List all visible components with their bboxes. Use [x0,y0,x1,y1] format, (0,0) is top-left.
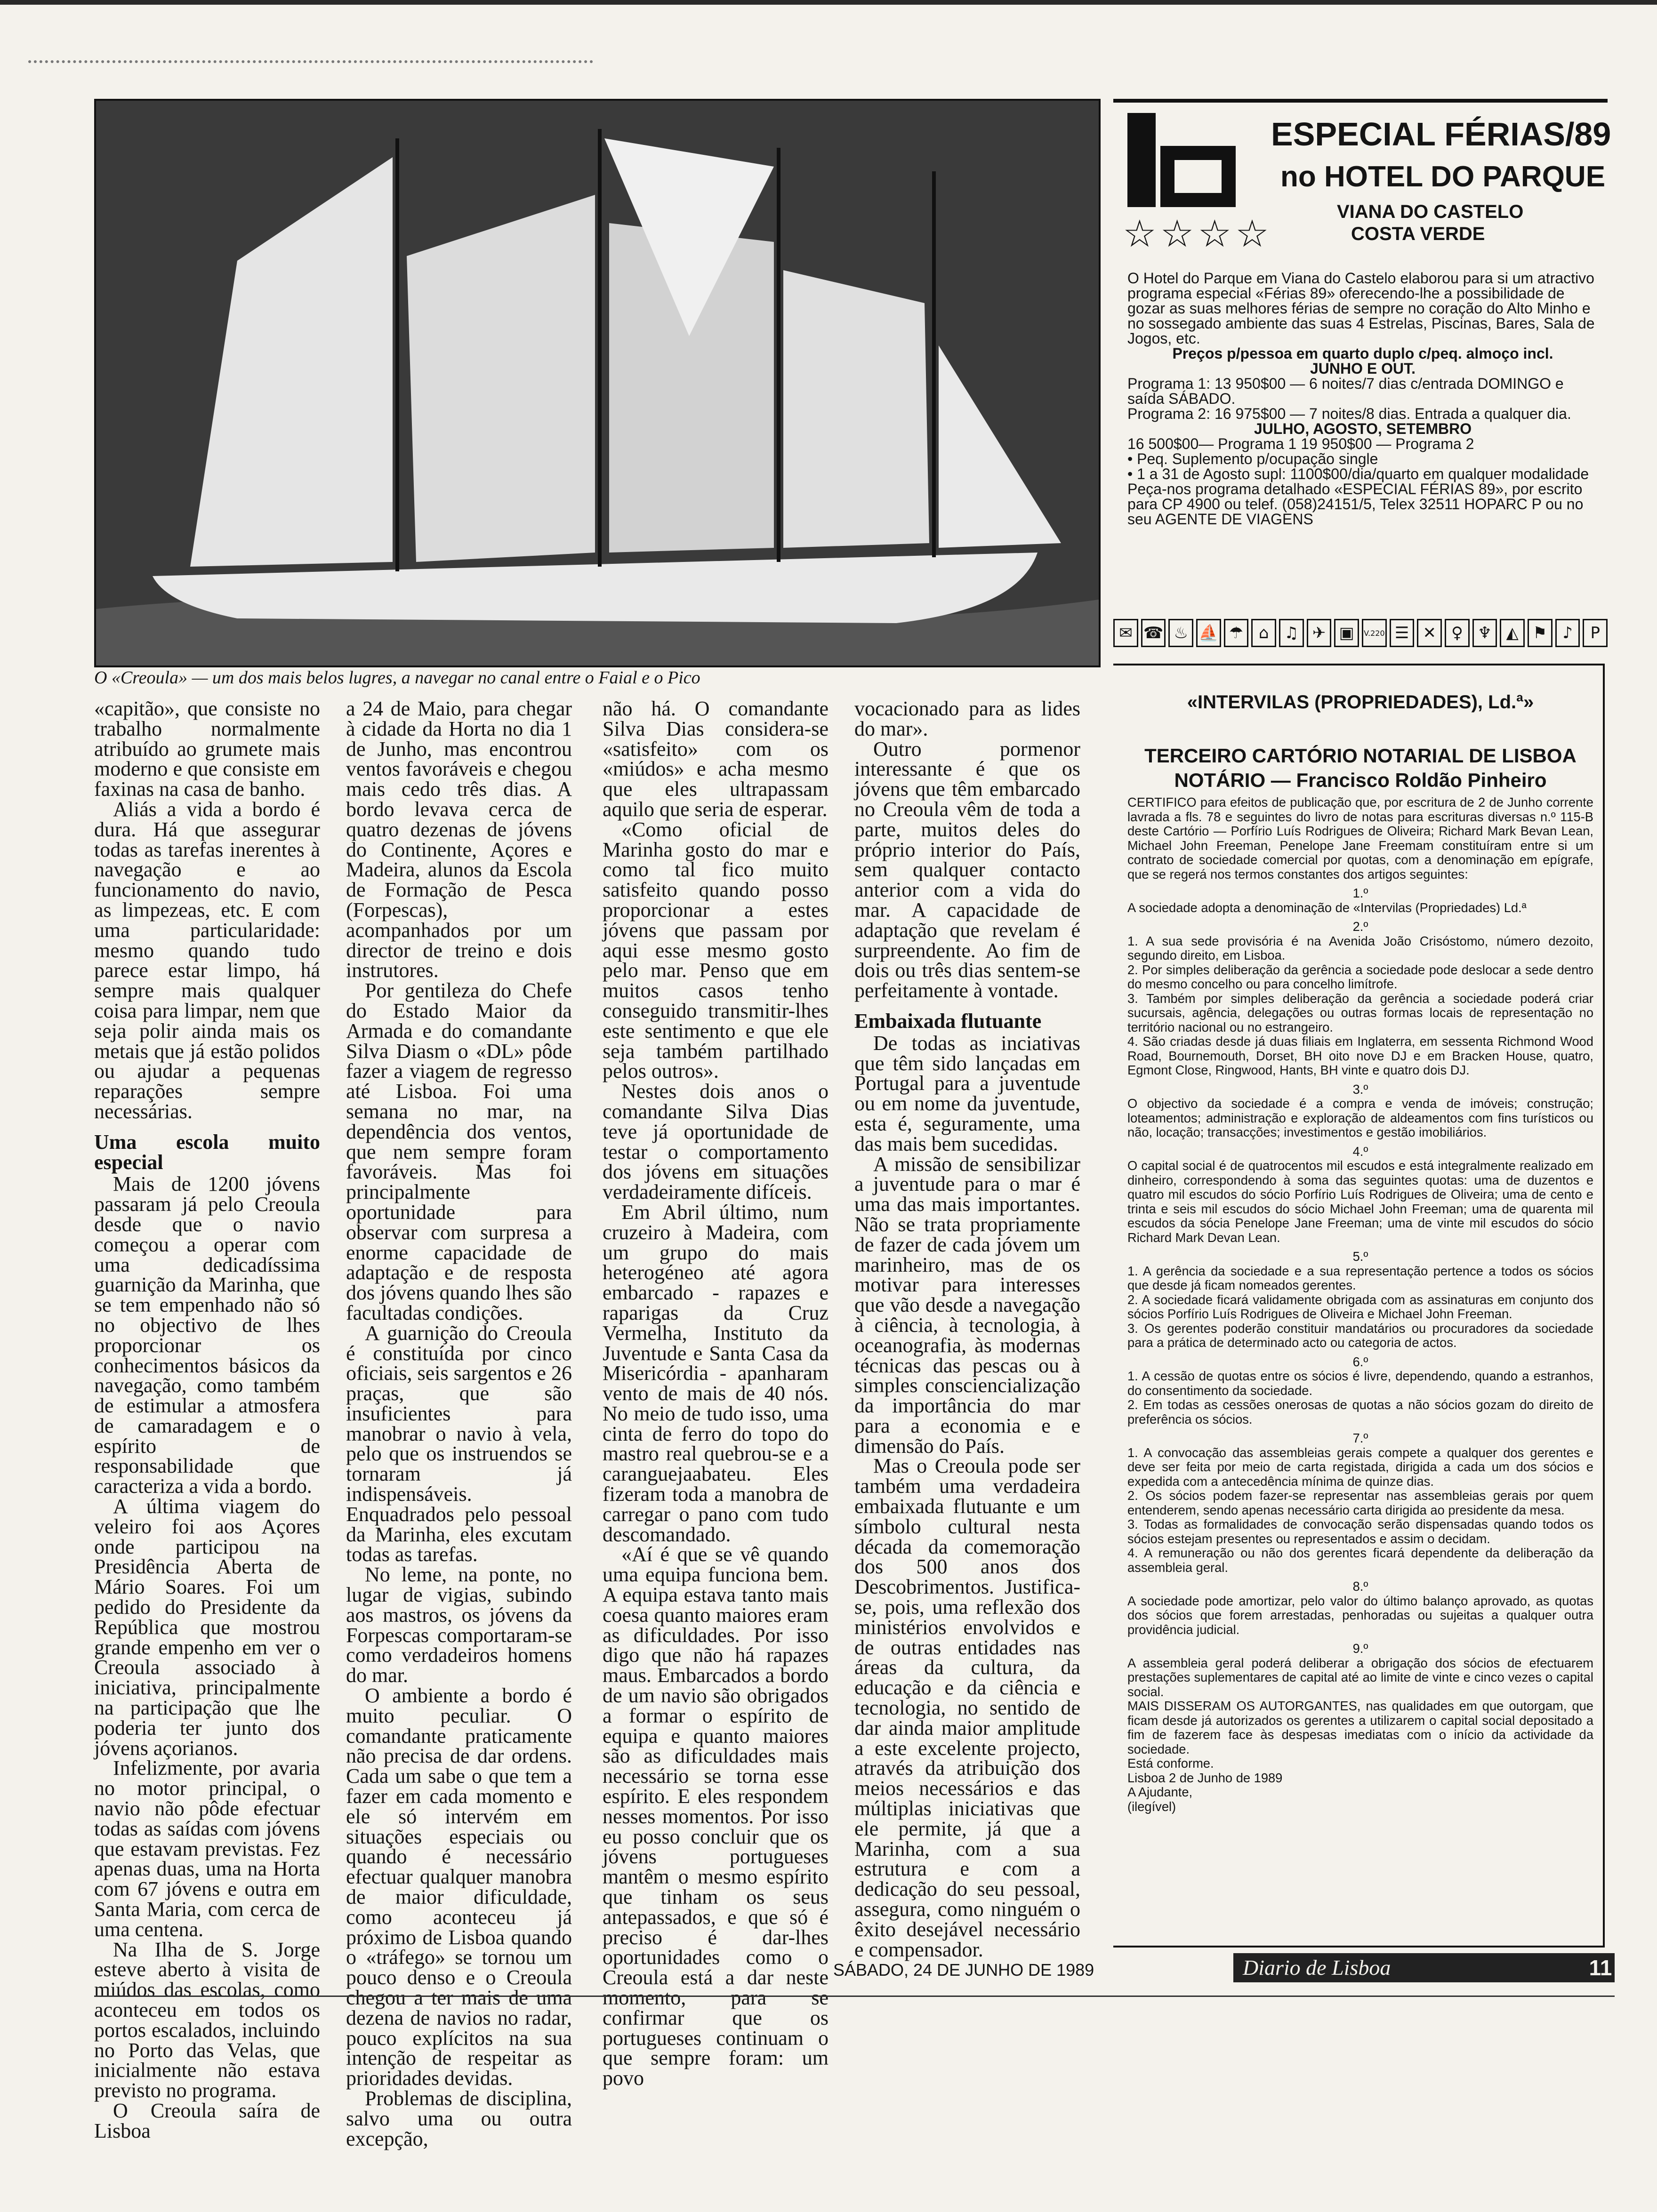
amenity-icon: ♪ [1555,619,1580,647]
article-paragraph: Outro pormenor interessante é que os jóvens que têm embarcado no Creoula vêm de toda a parte, muitos deles do próprio interior do País, sem qualquer contacto anterior com a vida do mar. A capacidade de adaptação que revelam é surpreendente. Ao fim de dois ou três dias sentem-se perfeitamente à vontade. [854,737,1080,1002]
article-paragraph: Infelizmente, por avaria no motor principal, o navio não pôde efectuar todas as saídas com jóvens que estavam previstas. Fez apenas duas, uma na Horta com 67 jóvens e outra em Santa Maria, com cerca de uma centena. [94,1756,320,1941]
ad-body [1127,271,1598,527]
article-number: 1.º [1352,886,1368,900]
notary-paragraph: A assembleia geral poderá deliberar a obrigação dos sócios de efectuarem prestações suplementares de capital até ao limite de vinte e cinco vezes o capital social. [1127,1655,1593,1699]
article-paragraph: Problemas de disciplina, salvo uma ou outra excepção, [346,2086,572,2150]
notary-paragraph: A sociedade pode amortizar, pelo valor do último balanço aprovado, as quotas dos sócios que forem arrestadas, penhoradas ou sujeitas a qualquer outra providência judicial. [1127,1593,1593,1637]
article-paragraph: A última viagem do veleiro foi aos Açores onde participou na Presidência Aberta de Mário Soares. Foi um pedido do Presidente da República que mostrou grande empenho em ver o Creoula associado à iniciativa, principalmente na participação que lhe poderia ter junto dos jóvens açorianos. [94,1495,320,1760]
notary-body [1127,795,1593,1814]
article-column-4 [854,699,1080,1960]
article-paragraph: A guarnição do Creoula é constituída por cinco oficiais, seis sargentos e 26 praças, que são insuficientes para manobrar o navio à vela, pelo que os instruendos se tornaram já indispensáveis. Enquadrados pelo pessoal da Marinha, eles excutam todas as tarefas. [346,1321,572,1566]
notary-paragraph: 2. Por simples deliberação da gerência a sociedade pode deslocar a sede dentro do mesmo concelho ou para concelho limítrofe. [1127,962,1593,991]
article-number: 7.º [1352,1431,1368,1445]
amenity-icon: ♆ [1472,619,1497,647]
notary-paragraph: 3. Também por simples deliberação da gerência a sociedade poderá criar sucursais, agência, delegações ou outras formas locais de representação no território nacional ou no estrangeiro. [1127,991,1593,1034]
notary-paragraph: Está conforme. [1127,1756,1214,1771]
amenity-icon: ☎ [1141,619,1166,647]
article-column-3 [603,699,828,2089]
ad-line: • Peq. Suplemento p/ocupação single [1127,450,1378,467]
ad-line: Programa 2: 16 975$00 — 7 noites/8 dias. Entrada a qualquer dia. [1127,405,1571,422]
article-paragraph: Por gentileza do Chefe do Estado Maior da Armada e do comandante Silva Diasm o «DL» pôde fazer a viagem de regresso até Lisboa. Foi uma semana no mar, na dependência dos ventos, que nem sempre foram favoráveis. Mas foi principalmente oportunidade para observar com surpresa a enorme capacidade de adaptação e de resposta dos jóvens quando lhes são facultadas condições. [346,979,572,1324]
ad-location-city: VIANA DO CASTELO [1337,201,1524,222]
amenity-icons [1113,619,1608,647]
notary-paragraph: 3. Todas as formalidades de convocação serão dispensadas quando todos os sócios estejam presentes ou representados e assim o decidam. [1127,1517,1593,1546]
amenity-icon: ✈ [1307,619,1332,647]
amenity-icon: ♫ [1279,619,1304,647]
hotel-logo-icon [1127,113,1236,216]
article-paragraph: Em Abril último, num cruzeiro à Madeira, com um grupo do mais heterogéneo até agora embarcado - rapazes e raparigas da Cruz Vermelha, Instituto da Juventude e Santa Casa da Misericórdia - apanharam vento de mais de 40 nós. No meio de tudo isso, uma cinta de ferro do topo do mastro real quebrou-se e a caranguejaabateu. Eles fizeram toda a manobra de carregar o pano com tudo descomandado. [603,1200,828,1546]
dotted-divider [28,60,593,63]
article-column-1 [94,699,320,2141]
notary-paragraph: 1. A sua sede provisória é na Avenida João Crisóstomo, número dezoito, segundo direito, em Lisboa. [1127,933,1593,962]
notary-paragraph: MAIS DISSERAM OS AUTORGANTES, nas qualidades em que outorgam, que ficam desde já autorizados os gerentes a utilizarem o capital social depositado a fim de fazerem face às despesas imediatas com o início da actividade da sociedade. [1127,1699,1593,1756]
amenity-icon: P [1583,619,1608,647]
ad-line: 16 500$00— Programa 1 19 950$00 — Programa 2 [1127,435,1474,452]
amenity-icon: ☰ [1390,619,1415,647]
section-heading: Embaixada flutuante [854,1009,1042,1033]
amenity-icon: ▣ [1334,619,1359,647]
notary-paragraph: 4. São criadas desde já duas filiais em Inglaterra, em sessenta Richmond Wood Road, Bournemouth, Dorset, BH oito nove DJ e em Bracken House, quatro, Egmont Close, Ringwood, Hants, BH vinte e quatro dois DJ. [1127,1034,1593,1077]
footer-rule [94,1996,1615,1997]
ad-line: • 1 a 31 de Agosto supl: 1100$00/dia/quarto em qualquer modalidade [1127,465,1589,482]
article-number: 4.º [1352,1144,1368,1159]
notary-paragraph: 2. Em todas as cessões onerosas de quotas a não sócios gozam do direito de preferência os sócios. [1127,1397,1593,1427]
ad-line: Programa 1: 13 950$00 — 6 noites/7 dias c/entrada DOMINGO e saída SÁBADO. [1127,375,1564,407]
notary-title: «INTERVILAS (PROPRIEDADES), Ld.ª» [1187,692,1534,713]
section-heading: Uma escola muito especial [94,1130,320,1174]
notary-name: NOTÁRIO — Francisco Roldão Pinheiro [1174,769,1547,791]
notary-paragraph: A sociedade adopta a denominação de «Intervilas (Propriedades) Ld.ª [1127,900,1527,915]
footer-date: SÁBADO, 24 DE JUNHO DE 1989 [833,1960,1094,1980]
article-paragraph: Mas o Creoula pode ser também uma verdadeira embaixada flutuante e um símbolo cultural nesta década da comemoração dos 500 anos dos Descobrimentos. Justifica-se, pois, uma reflexão dos ministérios envolvidos e de outras entidades nas áreas da cultura, da educação e da ciência e tecnologia, no sentido de dar ainda maior amplitude a este excelente projecto, através da atribuição dos meios necessários e das múltiplas iniciativas que ele permite, já que a Marinha, com a sua estrutura e com a dedicação do seu pessoal, assegura, como ninguém o êxito desejável necessário e compensador. [854,1454,1080,1961]
amenity-icon: V.220 [1362,619,1387,647]
article-paragraph: Aliás a vida a bordo é dura. Há que assegurar todas as tarefas inerentes à navegação e ao funcionamento do navio, as limpezeas, etc. E com uma particularidade: mesmo quando tudo parece estar limpo, há sempre mais qualquer coisa para limpar, nem que seja polir ainda mais os metais que já estão polidos ou ajudar a pequenas reparações sempre necessárias. [94,797,320,1123]
notary-paragraph: (ilegível) [1127,1799,1176,1814]
stars-rating-icon: ☆☆☆☆ [1123,214,1273,255]
notary-paragraph: 1. A convocação das assembleias gerais compete a qualquer dos gerentes e deve ser feita por meio de carta registada, dirigida a cada um dos sócios e expedida com a antecedência mínima de quinze dias. [1127,1445,1593,1489]
notary-paragraph: CERTIFICO para efeitos de publicação que, por escritura de 2 de Junho corrente lavrada a fls. 78 e seguintes do livro de notas para escrituras diversas n.º 115-B deste Cartório — Porfírio Luís Rodrigues de Oliveira; Richard Mark Bevan Lean, Michael John Freeman, Penelope Jane Freemam constituíram entre si um contrato de sociedade comercial por quotas, com a denominação em epígrafe, que se regerá nos termos constantes dos artigos seguintes: [1127,795,1593,882]
amenity-icon: ⚑ [1528,619,1552,647]
photo-caption: O «Creoula» — um dos mais belos lugres, a navegar no canal entre o Faial e o Pico [94,668,700,688]
amenity-icon: ✕ [1417,619,1442,647]
ad-line: JUNHO E OUT. [1310,360,1416,377]
article-paragraph: Na Ilha de S. Jorge esteve aberto à visita de miúdos das escolas, como aconteceu em todos os portos escalados, incluindo no Porto das Velas, que inicialmente não estava previsto no programa. [94,1938,320,2102]
article-paragraph: O Creoula saíra de Lisboa [94,2099,320,2142]
notary-paragraph: 1. A gerência da sociedade e a sua representação pertence a todos os sócios que desde já ficam nomeados gerentes. [1127,1263,1593,1292]
notary-paragraph: 3. Os gerentes poderão constituir mandatários ou procuradores da sociedade para a prática de determinado acto ou categoria de actos. [1127,1321,1593,1350]
ad-line: O Hotel do Parque em Viana do Castelo elaborou para si um atractivo programa especial «Férias 89» oferecendo-lhe a possibilidade de gozar as suas melhores férias de sempre no coração do Alto Minho e no sossegado ambiente das suas 4 Estrelas, Piscinas, Bares, Sala de Jogos, etc. [1127,270,1595,347]
article-number: 5.º [1352,1249,1368,1264]
article-paragraph: «capitão», que consiste no trabalho normalmente atribuído ao grumete mais moderno e que consiste em faxinas na casa de banho. [94,697,320,801]
ad-line: Peça-nos programa detalhado «ESPECIAL FÉRIAS 89», por escrito para CP 4900 ou telef. (058)24151/5, Telex 32511 HOPARC P ou no seu AGENTE DE VIAGENS [1127,481,1584,528]
amenity-icon: ♀ [1445,619,1470,647]
article-paragraph: Mais de 1200 jóvens passaram já pelo Creoula desde que o navio começou a operar com uma dedicadíssima guarnição da Marinha, que se tem empenhado não só no objectivo de lhes proporcionar os conhecimentos básicos da navegação, como também de estimular a atmosfera de camaradagem e o espírito de responsabilidade que caracteriza a vida a bordo. [94,1172,320,1498]
notary-office [1113,744,1608,793]
ad-location-region: COSTA VERDE [1351,224,1485,244]
article-paragraph: vocacionado para as lides do mar». [854,697,1080,740]
article-paragraph: «Como oficial de Marinha gosto do mar e como tal fico muito satisfeito quando posso proporcionar a estes jóvens que passam por aqui esse mesmo gosto pelo mar. Penso que em muitos casos tenho conseguido transmitir-lhes este sentimento e que ele seja também partilhado pelos outros». [603,817,828,1083]
article-number: 3.º [1352,1082,1368,1097]
article-paragraph: De todas as inciativas que têm sido lançadas em Portugal para a juventude ou em nome da juventude, esta é, seguramente, uma das mais bem sucedidas. [854,1031,1080,1155]
article-paragraph: Nestes dois anos o comandante Silva Dias teve já oportunidade de testar o comportamento dos jóvens em situações verdadeiramente difíceis. [603,1080,828,1204]
article-column-2 [346,699,572,2149]
footer-masthead: Diario de Lisboa [1233,1953,1591,1982]
amenity-icon: ◭ [1500,619,1525,647]
article-number: 6.º [1352,1354,1368,1369]
amenity-icon: ⛵ [1196,619,1221,647]
ad-line: Preços p/pessoa em quarto duplo c/peq. almoço incl. [1172,345,1553,362]
notary-paragraph: O objectivo da sociedade é a compra e venda de imóveis; construção; loteamentos; administração e exploração de aldeamentos com fins turísticos ou não, locação; transacções; investimentos e gestão imobiliários. [1127,1096,1593,1139]
notary-paragraph: A Ajudante, [1127,1785,1193,1799]
article-paragraph: «Aí é que se vê quando uma equipa funciona bem. A equipa estava tanto mais coesa quanto maiores eram as dificuldades. Por isso digo que não há rapazes maus. Embarcados a bordo de um navio são obrigados a formar o espírito de equipa e quanto maiores são as dificuldades mais necessário se torna esse espírito. E eles respondem nesses momentos. Por isso eu posso concluir que os jóvens portugueses mantêm o mesmo espírito que tinham os seus antepassados, e que só é preciso é dar-lhes oportunidades como o Creoula está a dar neste momento, para se confirmar que os portugueses continuam o que sempre foram: um povo [603,1543,828,2090]
notary-paragraph: 4. A remuneração ou não dos gerentes ficará dependente da deliberação da assembleia geral. [1127,1546,1593,1575]
article-paragraph: O ambiente a bordo é muito peculiar. O comandante praticamente não precisa de dar ordens. Cada um sabe o que tem a fazer em cada momento e ele só intervém em situações especiais ou quando é necessário efectuar qualquer manobra de maior dificuldade, como aconteceu já próximo de Lisboa quando o «tráfego» se tornou um pouco denso e o Creoula chegou a ter mais de uma dezena de navios no radar, pouco explícitos na sua intenção de respeitar as prioridades devidas. [346,1684,572,2090]
article-number: 2.º [1352,919,1368,934]
ad-subtitle: no HOTEL DO PARQUE [1280,160,1606,193]
article-number: 8.º [1352,1579,1368,1594]
notary-paragraph: O capital social é de quatrocentos mil escudos e está integralmente realizado em dinheiro, correspondendo à soma das seguintes quotas: uma de duzentos e quatro mil escudos do sócio Porfírio Luís Rodrigues de Oliveira; uma de cento e trinta e seis mil escudos do sócio Michael John Freeman; uma de quarenta mil escudos da sócia Penelope Jane Freeman; uma de vinte mil escudos do sócio Richard Mark Devan Lean. [1127,1158,1593,1245]
article-paragraph: a 24 de Maio, para chegar à cidade da Horta no dia 1 de Junho, mas encontrou ventos favoráveis e chegou mais cedo três dias. A bordo levava cerca de quatro dezenas de jóvens do Continente, Açores e Madeira, alunos da Escola de Formação de Pesca (Forpescas), acompanhados por um director de treino e dois instrutores. [346,697,572,982]
notary-paragraph: 2. Os sócios podem fazer-se representar nas assembleias gerais por quem entenderem, sendo apenas necessário carta dirigida ao presidente da mesa. [1127,1488,1593,1517]
article-paragraph: No leme, na ponte, no lugar de vigias, subindo aos mastros, os jóvens da Forpescas comportaram-se como verdadeiros homens do mar. [346,1563,572,1687]
amenity-icon: ✉ [1113,619,1138,647]
top-rule [0,0,1657,5]
notary-paragraph: Lisboa 2 de Junho de 1989 [1127,1770,1283,1785]
amenity-icon: ⌂ [1251,619,1276,647]
article-paragraph: A missão de sensibilizar a juventude para o mar é uma das mais importantes. Não se trata propriamente de fazer de cada jóvem um marinheiro, mas de os motivar para interesses que vão desde a navegação à ciência, à tecnologia, à oceanografia, às modernas técnicas das pescas ou à simples consciencialização da importância do mar para a economia e e dimensão do País. [854,1152,1080,1458]
notary-office-name: TERCEIRO CARTÓRIO NOTARIAL DE LISBOA [1144,745,1577,767]
ad-line: JULHO, AGOSTO, SETEMBRO [1254,420,1472,437]
ship-photo [94,99,1101,667]
notary-paragraph: 1. A cessão de quotas entre os sócios é livre, dependendo, quando a estranhos, do consentimento da sociedade. [1127,1369,1593,1398]
amenity-icon: ☂ [1224,619,1249,647]
page-number: 11 [1586,1953,1615,1982]
article-number: 9.º [1352,1641,1368,1656]
article-paragraph: não há. O comandante Silva Dias considera-se «satisfeito» com os «miúdos» e acha mesmo que eles ultrapassam aquilo que seria de esperar. [603,697,828,821]
amenity-icon: ♨ [1168,619,1193,647]
notary-paragraph: 2. A sociedade ficará validamente obrigada com as assinaturas em conjunto dos sócios Porfírio Luís Rodrigues de Oliveira e Michael John Freeman. [1127,1292,1593,1321]
ad-title: ESPECIAL FÉRIAS/89 [1271,116,1611,152]
